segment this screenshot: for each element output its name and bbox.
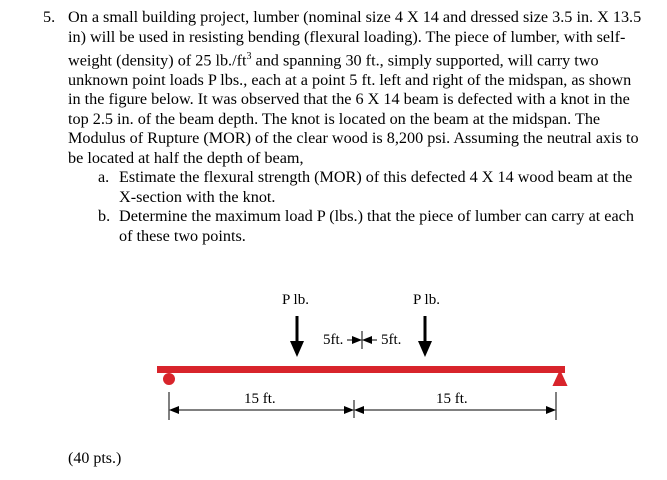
offset-right-label: 5ft. — [381, 332, 402, 348]
part-a-label: a. — [98, 168, 110, 187]
part-b-label: b. — [98, 207, 111, 226]
load-right-label: P lb. — [413, 292, 440, 308]
cube-superscript: 3 — [246, 51, 252, 62]
part-b-text: Determine the maximum load P (lbs.) that the piece of lumber can carry at each of these two points. — [119, 207, 634, 245]
span-right-label: 15 ft. — [436, 391, 468, 407]
load-arrow-left — [290, 316, 304, 357]
paragraph-text: On a small building project, lumber (nominal size 4 X 14 and dressed size 3.5 in. X 13.5 in) will be used in resisting bending (flexural loading). The piece of lumber, with self-weight (density) of 25 lb./ft — [68, 8, 642, 70]
beam — [157, 366, 565, 373]
load-arrow-right — [418, 316, 432, 357]
question-number: 5. — [43, 8, 56, 26]
roller-support-right — [554, 372, 566, 385]
load-left-label: P lb. — [282, 292, 309, 308]
points-label: (40 pts.) — [68, 450, 122, 467]
offset-left-label: 5ft. — [323, 332, 344, 348]
paragraph-text-rest: and spanning 30 ft., simply supported, will carry two unknown point loads P lbs., each at a point 5 ft. left and right of the midspan, as shown in the figure below. It was observed that the 6 X 14 beam is defected with a knot in the top 2.5 in. of the beam depth. The knot is located on the beam at the midspan. The Modulus of Rupture (MOR) of the clear wood is 8,200 psi. Assuming the neutral axis to be located at half the depth of beam, — [68, 51, 639, 167]
pin-support-left — [163, 373, 175, 385]
part-a-text: Estimate the flexural strength (MOR) of this defected 4 X 14 wood beam at the X-section with the knot. — [119, 168, 633, 206]
span-left-label: 15 ft. — [244, 391, 276, 407]
